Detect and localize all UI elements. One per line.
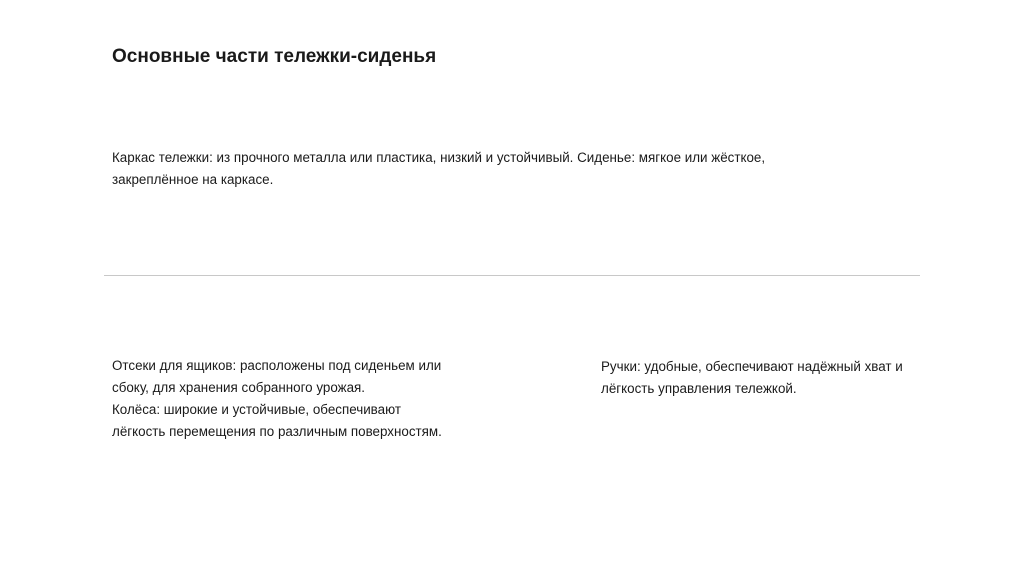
section-divider [104, 275, 920, 276]
frame-seat-paragraph: Каркас тележки: из прочного металла или пластика, низкий и устойчивый. Сиденье: мягкое или жёсткое, закреплённое на каркасе. [112, 150, 766, 187]
wheels-paragraph: Колёса: широкие и устойчивые, обеспечивают лёгкость перемещения по различным поверхностям. [112, 402, 442, 439]
compartments-paragraph: Отсеки для ящиков: расположены под сиденьем или сбоку, для хранения собранного урожая. [112, 358, 442, 395]
handles-paragraph: Ручки: удобные, обеспечивают надёжный хват и лёгкость управления тележкой. [601, 359, 903, 396]
slide-title: Основные части тележки-сиденья [112, 46, 437, 67]
